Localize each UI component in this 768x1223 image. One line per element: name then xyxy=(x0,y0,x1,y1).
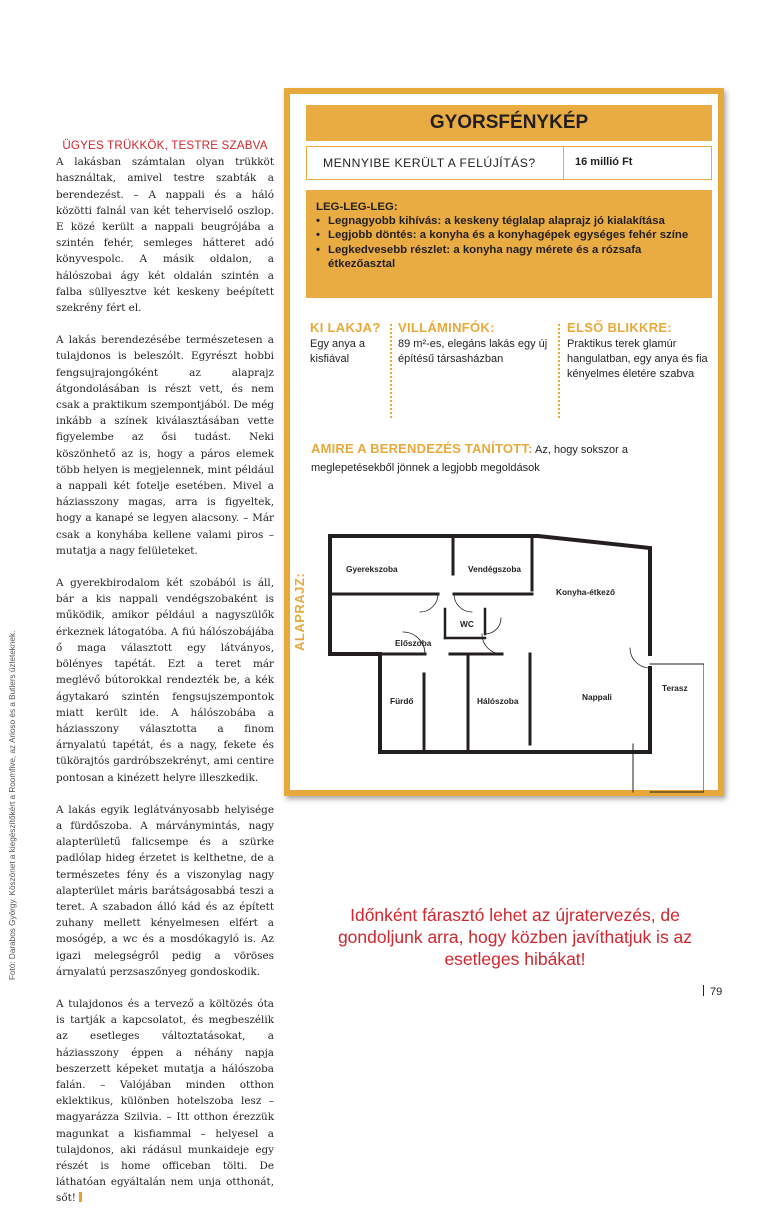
room-gyerekszoba: Gyerekszoba xyxy=(346,564,398,574)
page-number-text: 79 xyxy=(710,986,723,998)
floor-plan xyxy=(320,534,704,794)
leg-item: • Legkedvesebb részlet: a konyha nagy mérete és a rózsafa étkezőasztal xyxy=(316,243,702,271)
cost-divider xyxy=(563,147,564,179)
floor-plan-label: ALAPRAJZ: xyxy=(292,572,307,651)
article-paragraph: A lakás berendezésébe természetesen a tulajdonos is beleszólt. Egyrészt hobbi fengsujrajongóként az alaprajz átgondolásában is részt vett, és nem csak a praktikum szempontjából. De még inkább a színek kiválasztásában vette figyelembe az ősi tudást. Neki köszönhető az is, hogy a páros elemek több helyen is megjelennek, mint például a nappali két fotelje esetében. Mivel a háziasszony magas, arra is figyeltek, hogy a kanapé se legyen alacsony. – Már csak a konyhába kellene valami piros – mutatja a nagy felületeket. xyxy=(56,334,274,557)
cost-row xyxy=(306,146,712,180)
lesson-title: AMIRE A BERENDEZÉS TANÍTOTT: xyxy=(311,441,533,456)
cost-value: 16 millió Ft xyxy=(575,156,633,168)
room-nappali: Nappali xyxy=(582,692,612,702)
photo-credit: Fotó: Darabos György. Köszönet a kiegészítőkért a Roomfive, az Arioso és a Butlers üzleteknek. xyxy=(8,630,17,980)
cost-question: MENNYIBE KERÜLT A FELÚJÍTÁS? xyxy=(323,156,536,170)
lesson-text: Az, hogy sokszor a meglepetésekből jönnek a legjobb megoldások xyxy=(311,444,628,474)
lesson-block xyxy=(311,440,706,477)
article-paragraph: A lakás egyik leglátványosabb helyisége a fürdőszoba. A márványmintás, nagy alapterületű falicsempe és a szürke padlólap hideg érzetet is kelthetne, de a természetes fény és a viszonylag nagy alapterület máris barátságosabbá teszi a teret. A szabadon álló kád és az épített zuhany mellett kényelmesen elfért a mosógép, a wc és a mosdókagyló is. Az igazi melegségről pedig a vöröses árnyalatú perzsaszőnyeg gondoskodik. xyxy=(56,803,274,978)
article-paragraph: A lakásban számtalan olyan trükköt használtak, amivel testre szabták a berendezést. – A nappali és a háló közötti falnál van két teherviselő oszlop. E közé került a nappali beugrójába a szintén fehér, semleges hátteret adó könyvespolc. A másik oldalon, a hálószobai ágy két oldalán szintén a falba süllyesztve két keskeny beépített szekrény fért el. xyxy=(56,156,274,315)
room-furdo: Fürdő xyxy=(390,696,414,706)
article-column xyxy=(56,138,274,1223)
flash-info-column xyxy=(398,320,548,367)
article-paragraph-last xyxy=(56,996,274,1207)
article-paragraph: A gyerekbirodalom két szobából is áll, bár a kis nappali vendégszobaként is működik, amikor például a nagyszülők érkeznek látogatóba. A fiú hálószobájába ő maga választott egy látványos, bölényes tapétát. Ezt a teret már meglévő bútorokkal rendezték be, a kék ágytakaró szintén fengsujszempontok miatt került ide. A hálószobába a háziasszony választotta a finom árnyalatú tapétát, és a nagy, fekete és tükörajtós gardróbszekrényt, ami centire pontosan a kinézett helyre illeszkedik. xyxy=(56,577,274,784)
room-wc: WC xyxy=(460,619,474,629)
who-title: KI LAKJA? xyxy=(310,320,381,335)
room-haloszoba: Hálószoba xyxy=(477,696,519,706)
room-eloszoba: Előszoba xyxy=(395,638,432,648)
leg-box xyxy=(306,190,712,298)
flash-title: VILLÁMINFÓK: xyxy=(398,320,495,335)
leg-item: • Legnagyobb kihívás: a keskeny téglalap alaprajz jó kialakítása xyxy=(316,214,702,228)
dotted-divider xyxy=(558,324,560,418)
room-konyha: Konyha-étkező xyxy=(556,587,616,597)
room-terasz: Terasz xyxy=(662,683,688,693)
pull-quote: Időnként fárasztó lehet az újratervezés, de gondoljunk arra, hogy közben javíthatjuk is az esetleges hibákat! xyxy=(337,905,693,969)
panel-title: GYORSFÉNYKÉP xyxy=(306,105,712,141)
end-mark-icon xyxy=(79,1192,82,1202)
leg-title: LEG-LEG-LEG: xyxy=(316,201,398,213)
page-number xyxy=(703,985,722,998)
first-glance-column xyxy=(567,320,712,382)
first-title: ELSŐ BLIKKRE: xyxy=(567,320,673,335)
page-number-bar xyxy=(703,985,704,996)
article-paragraph-text: A tulajdonos és a tervező a költözés óta is tartják a kapcsolatot, és megbeszélik az esetleges változtatásokat, a háziasszony éppen a néhány napja beszerzett képeket mutatja a hálószoba falán. – Valójában minden otthon eklektikus, különben hotelszoba lesz – magyarázza Szilvia. – Itt otthon érezzük magunkat a kisfiammal – helyesel a tulajdonos, aki rádásul munkaideje egy részét is home officeban tölti. De láthatóan egyáltalán nem unja otthonát, sőt! xyxy=(56,997,274,1205)
article-heading: ÜGYES TRÜKKÖK, TESTRE SZABVA xyxy=(62,139,268,152)
first-text: Praktikus terek glamúr hangulatban, egy anya és fia kényelmes életére szabva xyxy=(567,338,708,380)
quick-snapshot-panel xyxy=(284,88,724,796)
flash-text: 89 m²-es, elegáns lakás egy új építésű társasházban xyxy=(398,338,548,365)
panel-inner xyxy=(290,94,718,790)
who-text: Egy anya a kisfiával xyxy=(310,338,366,365)
dotted-divider xyxy=(390,324,392,418)
who-lives-column xyxy=(310,320,388,367)
leg-item: • Legjobb döntés: a konyha és a konyhagépek egységes fehér színe xyxy=(316,228,702,242)
room-vendegszoba: Vendégszoba xyxy=(468,564,522,574)
leg-list xyxy=(316,214,702,271)
